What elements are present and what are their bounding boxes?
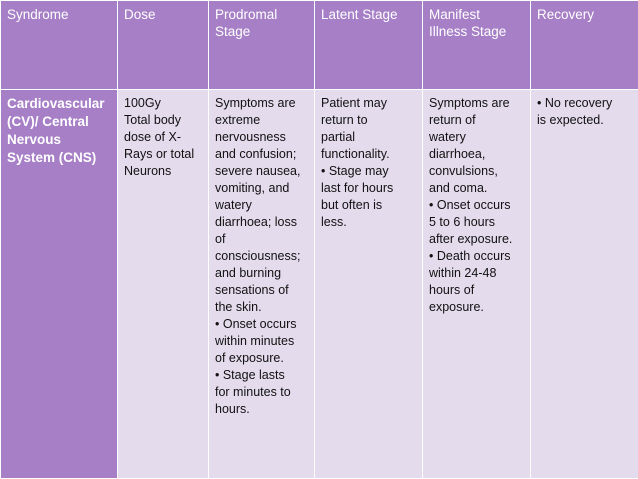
header-dose: [118, 1, 209, 90]
cell-line: is expected.: [537, 113, 604, 127]
cell-line: Rays or total: [124, 147, 195, 161]
cell-manifest: [423, 90, 531, 479]
cell-line: for minutes to: [215, 385, 291, 399]
cell-line: • No recovery: [537, 96, 613, 110]
cell-dose: [118, 90, 209, 479]
cell-line: • Onset occurs: [215, 317, 297, 331]
cell-line: partial: [321, 130, 356, 144]
header-text: Dose: [124, 7, 156, 22]
cell-line: Cardiovascular: [7, 96, 105, 111]
cell-line: Symptoms are: [429, 96, 510, 110]
cell-line: hours of: [429, 283, 475, 297]
cell-line: 5 to 6 hours: [429, 215, 496, 229]
header-text: Prodromal: [215, 7, 278, 22]
cell-line: last for hours: [321, 181, 394, 195]
cell-line: extreme: [215, 113, 261, 127]
cell-line: and confusion;: [215, 147, 297, 161]
cell-line: of exposure.: [215, 351, 284, 365]
cell-line: • Death occurs: [429, 249, 511, 263]
header-latent-stage: [315, 1, 423, 90]
cell-line: vomiting, and: [215, 181, 290, 195]
header-syndrome: [1, 1, 118, 90]
table-row: [1, 90, 638, 479]
header-text: Stage: [215, 24, 251, 39]
cell-line: functionality.: [321, 147, 390, 161]
cell-line: • Stage lasts: [215, 368, 285, 382]
cell-line: convulsions,: [429, 164, 498, 178]
cell-line: within 24-48: [429, 266, 497, 280]
header-recovery: [531, 1, 638, 90]
cell-line: the skin.: [215, 300, 262, 314]
cell-recovery: [531, 90, 638, 479]
header-manifest-illness-stage: [423, 1, 531, 90]
cell-prodromal: [209, 90, 315, 479]
cell-line: return of: [429, 113, 476, 127]
header-text: Syndrome: [7, 7, 69, 22]
header-text: Recovery: [537, 7, 595, 22]
cell-line: consciousness;: [215, 249, 301, 263]
cell-line: • Onset occurs: [429, 198, 511, 212]
cell-line: return to: [321, 113, 368, 127]
cell-line: but often is: [321, 198, 383, 212]
header-text: Latent Stage: [321, 7, 398, 22]
cell-line: Nervous: [7, 132, 62, 147]
cell-line: 100Gy: [124, 96, 161, 110]
cell-line: diarrhoea; loss: [215, 215, 297, 229]
cell-line: watery: [429, 130, 466, 144]
header-row: [1, 1, 638, 90]
cell-line: sensations of: [215, 283, 289, 297]
header-prodromal-stage: [209, 1, 315, 90]
cell-line: • Stage may: [321, 164, 389, 178]
cell-line: after exposure.: [429, 232, 513, 246]
cell-line: watery: [215, 198, 252, 212]
cell-line: (CV)/ Central: [7, 114, 89, 129]
cell-line: diarrhoea,: [429, 147, 486, 161]
header-text: Illness Stage: [429, 24, 507, 39]
cell-line: of: [215, 232, 226, 246]
cell-line: Symptoms are: [215, 96, 296, 110]
cell-line: and burning: [215, 266, 282, 280]
cell-line: and coma.: [429, 181, 488, 195]
header-text: Manifest: [429, 7, 481, 22]
cell-line: less.: [321, 215, 347, 229]
cell-line: Total body: [124, 113, 181, 127]
cell-line: exposure.: [429, 300, 484, 314]
cell-line: System (CNS): [7, 150, 97, 165]
cell-line: severe nausea,: [215, 164, 301, 178]
cell-line: Patient may: [321, 96, 388, 110]
cell-line: Neurons: [124, 164, 172, 178]
cell-syndrome: [1, 90, 118, 479]
cell-line: within minutes: [215, 334, 295, 348]
cell-line: hours.: [215, 402, 250, 416]
cell-latent: [315, 90, 423, 479]
cell-line: dose of X-: [124, 130, 181, 144]
cell-line: nervousness: [215, 130, 286, 144]
